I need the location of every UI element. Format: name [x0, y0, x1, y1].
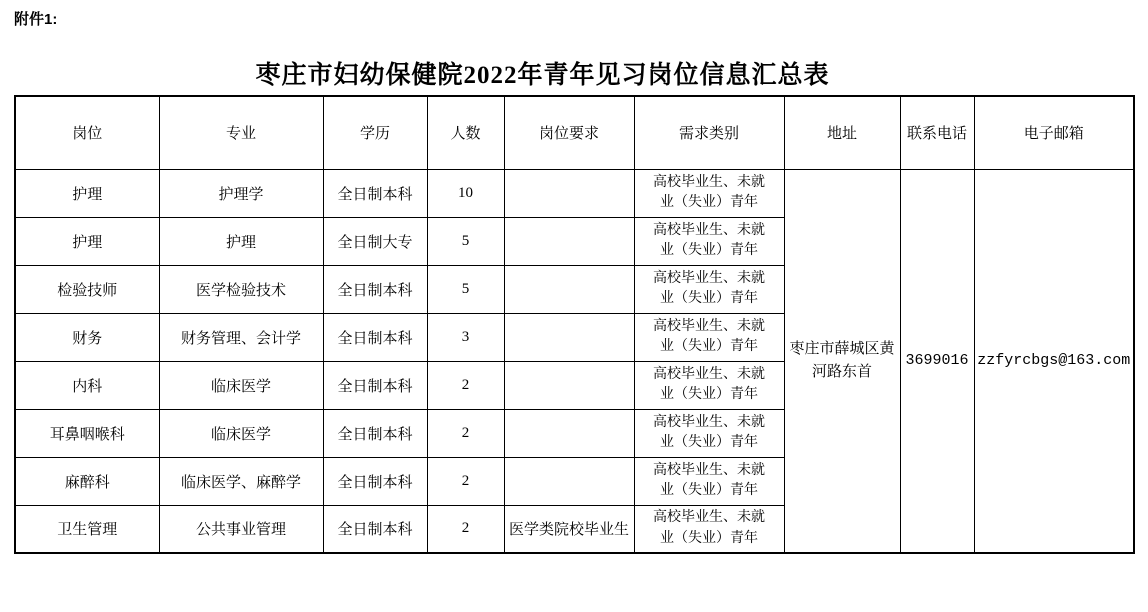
cell-position: 财务 [15, 313, 159, 361]
cell-position: 护理 [15, 169, 159, 217]
cell-position: 护理 [15, 217, 159, 265]
cell-count: 5 [427, 217, 504, 265]
cell-category: 高校毕业生、未就业（失业）青年 [634, 505, 784, 553]
cell-requirement: 医学类院校毕业生 [504, 505, 634, 553]
col-header-phone: 联系电话 [900, 96, 974, 169]
cell-major: 医学检验技术 [159, 265, 323, 313]
cell-requirement [504, 313, 634, 361]
cell-category: 高校毕业生、未就业（失业）青年 [634, 313, 784, 361]
cell-education: 全日制本科 [323, 265, 427, 313]
col-header-education: 学历 [323, 96, 427, 169]
cell-major: 财务管理、会计学 [159, 313, 323, 361]
cell-category: 高校毕业生、未就业（失业）青年 [634, 361, 784, 409]
cell-requirement [504, 409, 634, 457]
cell-email: zzfyrcbgs@163.com [974, 169, 1134, 553]
cell-education: 全日制本科 [323, 313, 427, 361]
attachment-label: 附件1: [14, 11, 58, 28]
col-header-email: 电子邮箱 [974, 96, 1134, 169]
cell-major: 护理学 [159, 169, 323, 217]
cell-major: 公共事业管理 [159, 505, 323, 553]
cell-phone: 3699016 [900, 169, 974, 553]
cell-count: 2 [427, 409, 504, 457]
cell-requirement [504, 217, 634, 265]
cell-position: 耳鼻咽喉科 [15, 409, 159, 457]
cell-requirement [504, 265, 634, 313]
col-header-count: 人数 [427, 96, 504, 169]
col-header-requirement: 岗位要求 [504, 96, 634, 169]
cell-count: 2 [427, 505, 504, 553]
cell-requirement [504, 457, 634, 505]
positions-table [14, 95, 1135, 554]
cell-education: 全日制本科 [323, 505, 427, 553]
col-header-major: 专业 [159, 96, 323, 169]
col-header-position: 岗位 [15, 96, 159, 169]
cell-count: 3 [427, 313, 504, 361]
cell-requirement [504, 361, 634, 409]
cell-education: 全日制本科 [323, 409, 427, 457]
cell-education: 全日制本科 [323, 169, 427, 217]
cell-count: 2 [427, 457, 504, 505]
cell-major: 临床医学 [159, 409, 323, 457]
cell-major: 护理 [159, 217, 323, 265]
cell-category: 高校毕业生、未就业（失业）青年 [634, 457, 784, 505]
cell-position: 麻醉科 [15, 457, 159, 505]
cell-category: 高校毕业生、未就业（失业）青年 [634, 409, 784, 457]
cell-major: 临床医学 [159, 361, 323, 409]
cell-position: 卫生管理 [15, 505, 159, 553]
col-header-address: 地址 [784, 96, 900, 169]
cell-count: 2 [427, 361, 504, 409]
cell-category: 高校毕业生、未就业（失业）青年 [634, 169, 784, 217]
cell-count: 10 [427, 169, 504, 217]
cell-major: 临床医学、麻醉学 [159, 457, 323, 505]
table-row [15, 169, 1134, 217]
header-row [15, 96, 1134, 169]
cell-category: 高校毕业生、未就业（失业）青年 [634, 217, 784, 265]
cell-count: 5 [427, 265, 504, 313]
cell-address: 枣庄市薛城区黄河路东首 [784, 169, 900, 553]
col-header-category: 需求类别 [634, 96, 784, 169]
cell-position: 检验技师 [15, 265, 159, 313]
cell-education: 全日制本科 [323, 361, 427, 409]
cell-requirement [504, 169, 634, 217]
cell-education: 全日制大专 [323, 217, 427, 265]
cell-position: 内科 [15, 361, 159, 409]
cell-education: 全日制本科 [323, 457, 427, 505]
page-title: 枣庄市妇幼保健院2022年青年见习岗位信息汇总表 [255, 62, 830, 89]
cell-category: 高校毕业生、未就业（失业）青年 [634, 265, 784, 313]
